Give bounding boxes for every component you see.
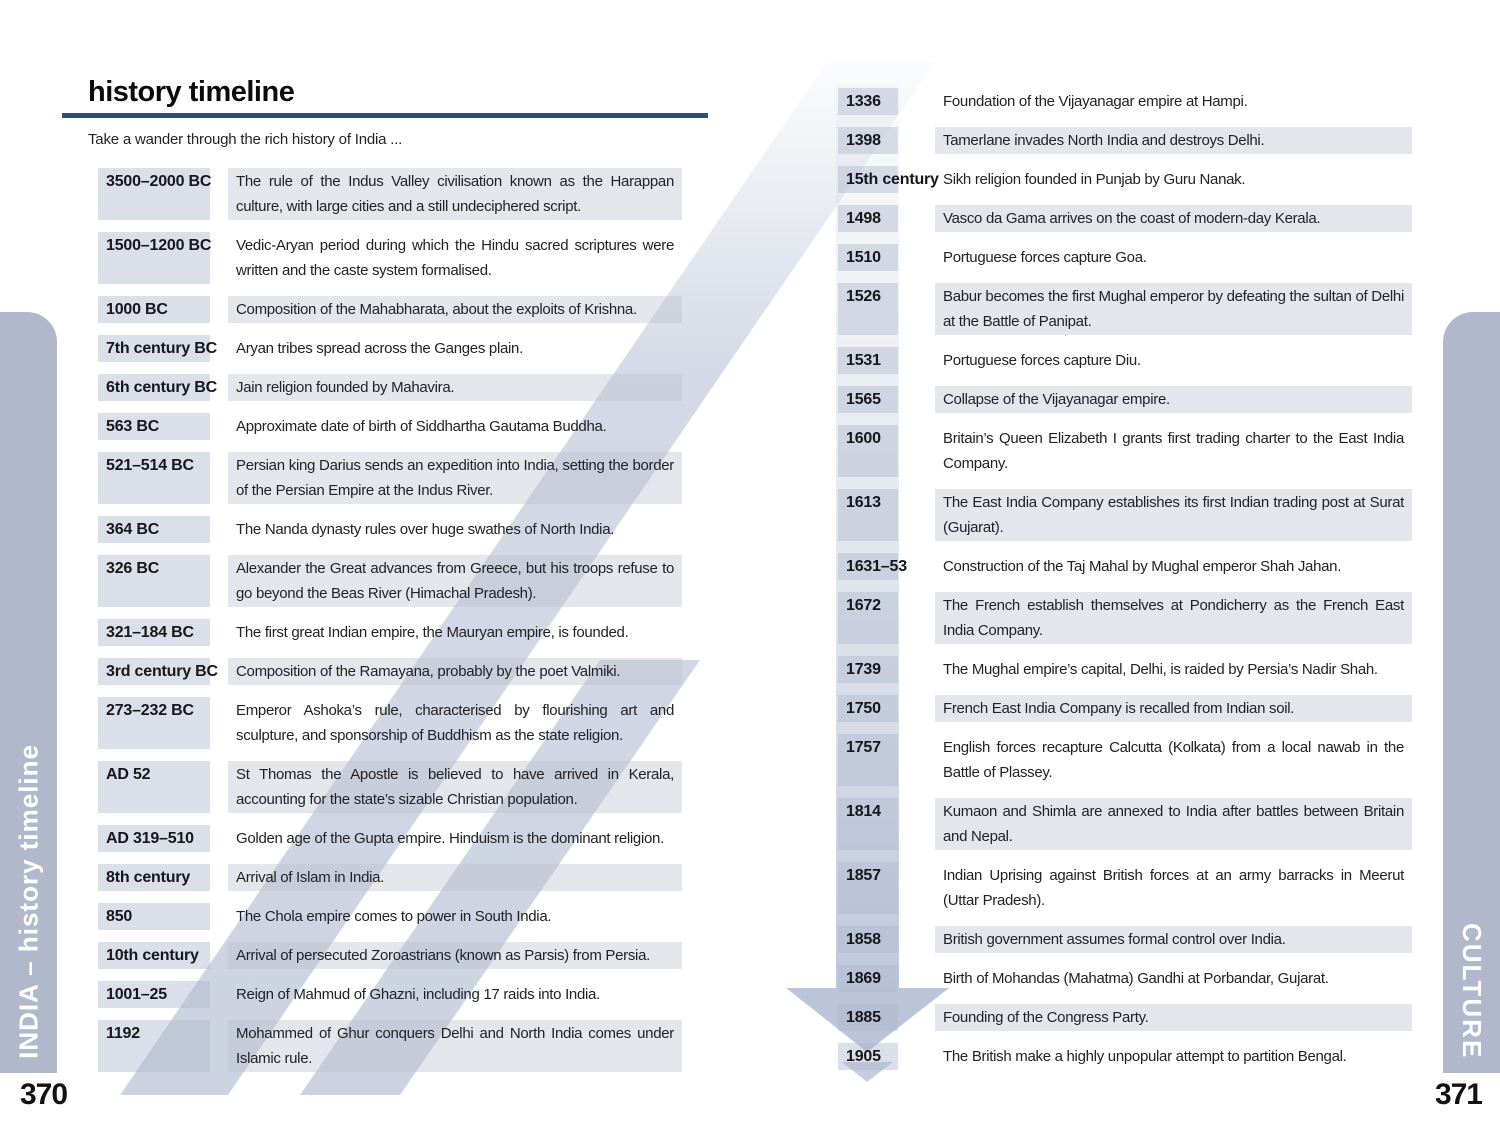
description-cell: Arrival of Islam in India. xyxy=(228,864,682,891)
timeline-row xyxy=(98,516,682,543)
date-cell: 1600 xyxy=(838,425,898,477)
timeline-row xyxy=(838,205,1412,232)
timeline-row xyxy=(838,489,1412,541)
timeline-row xyxy=(838,553,1412,580)
date-cell: 1510 xyxy=(838,244,898,271)
description-cell: Sikh religion founded in Punjab by Guru Nanak. xyxy=(943,171,1246,188)
date-cell: 563 BC xyxy=(98,413,210,440)
date-cell: 1498 xyxy=(838,205,898,232)
description-cell: Vedic-Aryan period during which the Hindu sacred scriptures were written and the caste system formalised. xyxy=(236,237,674,279)
date-cell: 1526 xyxy=(838,283,898,335)
date-cell: 1739 xyxy=(838,656,898,683)
date-cell: 3rd century BC xyxy=(98,658,210,685)
timeline-row xyxy=(98,555,682,607)
description-cell: The Nanda dynasty rules over huge swathes of North India. xyxy=(236,521,615,538)
date-cell: 10th century xyxy=(98,942,210,969)
description-cell: English forces recapture Calcutta (Kolkata) from a local nawab in the Battle of Plassey. xyxy=(943,739,1404,781)
date-cell: 1336 xyxy=(838,88,898,115)
timeline-row xyxy=(838,386,1412,413)
description-cell: French East India Company is recalled from Indian soil. xyxy=(935,695,1412,722)
description-cell: Mohammed of Ghur conquers Delhi and North India comes under Islamic rule. xyxy=(228,1020,682,1072)
timeline-row xyxy=(98,296,682,323)
description-cell: The Chola empire comes to power in South India. xyxy=(236,908,552,925)
date-cell: 8th century xyxy=(98,864,210,891)
date-cell: 521–514 BC xyxy=(98,452,210,504)
description-cell: Birth of Mohandas (Mahatma) Gandhi at Porbandar, Gujarat. xyxy=(943,970,1329,987)
timeline-row xyxy=(838,347,1412,374)
timeline-row xyxy=(98,864,682,891)
description-cell: Golden age of the Gupta empire. Hinduism is the dominant religion. xyxy=(236,830,664,847)
timeline-row xyxy=(838,656,1412,683)
sidebar-tab-chapter-label: INDIA – history timeline xyxy=(13,744,43,1059)
description-cell: The French establish themselves at Pondicherry as the French East India Company. xyxy=(935,592,1412,644)
description-cell: Britain’s Queen Elizabeth I grants first trading charter to the East India Company. xyxy=(943,430,1404,472)
timeline-row xyxy=(98,981,682,1008)
date-cell: 1000 BC xyxy=(98,296,210,323)
date-cell: 1613 xyxy=(838,489,898,541)
description-cell: Collapse of the Vijayanagar empire. xyxy=(935,386,1412,413)
description-cell: Composition of the Ramayana, probably by the poet Valmiki. xyxy=(228,658,682,685)
page-title: history timeline xyxy=(88,76,295,108)
page-number-right: 371 xyxy=(1434,1078,1482,1111)
timeline-row xyxy=(98,658,682,685)
description-cell: Composition of the Mahabharata, about the exploits of Krishna. xyxy=(228,296,682,323)
timeline-row xyxy=(98,168,682,220)
description-cell: Founding of the Congress Party. xyxy=(935,1004,1412,1031)
timeline-row xyxy=(98,825,682,852)
description-cell: The East India Company establishes its first Indian trading post at Surat (Gujarat). xyxy=(935,489,1412,541)
timeline-row xyxy=(98,619,682,646)
description-cell: Arrival of persecuted Zoroastrians (known as Parsis) from Persia. xyxy=(228,942,682,969)
timeline-table-right xyxy=(838,88,1412,1070)
timeline-table-left xyxy=(98,168,682,1072)
timeline-row xyxy=(98,413,682,440)
date-cell: 1858 xyxy=(838,926,898,953)
date-cell: 1500–1200 BC xyxy=(98,232,210,284)
timeline-row xyxy=(838,965,1412,992)
date-cell: 1672 xyxy=(838,592,898,644)
description-cell: Kumaon and Shimla are annexed to India after battles between Britain and Nepal. xyxy=(935,798,1412,850)
description-cell: The first great Indian empire, the Mauryan empire, is founded. xyxy=(236,624,629,641)
title-rule xyxy=(62,113,708,118)
timeline-row xyxy=(838,127,1412,154)
date-cell: 326 BC xyxy=(98,555,210,607)
page-number-left: 370 xyxy=(20,1078,68,1111)
description-cell: The British make a highly unpopular attempt to partition Bengal. xyxy=(943,1048,1347,1065)
timeline-row xyxy=(98,1020,682,1072)
description-cell: Babur becomes the first Mughal emperor by defeating the sultan of Delhi at the Battle of Panipat. xyxy=(935,283,1412,335)
description-cell: Foundation of the Vijayanagar empire at Hampi. xyxy=(943,93,1248,110)
description-cell: Jain religion founded by Mahavira. xyxy=(228,374,682,401)
description-cell: The rule of the Indus Valley civilisation known as the Harappan culture, with large cities and a still undeciphered script. xyxy=(228,168,682,220)
description-cell: Reign of Mahmud of Ghazni, including 17 raids into India. xyxy=(236,986,600,1003)
page-subtitle: Take a wander through the rich history of India ... xyxy=(88,131,403,148)
date-cell: 6th century BC xyxy=(98,374,210,401)
page-right xyxy=(750,0,1500,1129)
date-cell: 1869 xyxy=(838,965,898,992)
date-cell: 1001–25 xyxy=(98,981,210,1008)
timeline-row xyxy=(838,1043,1412,1070)
timeline-row xyxy=(838,1004,1412,1031)
timeline-row xyxy=(838,244,1412,271)
date-cell: 850 xyxy=(98,903,210,930)
description-cell: Aryan tribes spread across the Ganges plain. xyxy=(236,340,523,357)
timeline-row xyxy=(838,283,1412,335)
timeline-row xyxy=(98,761,682,813)
description-cell: Alexander the Great advances from Greece, but his troops refuse to go beyond the Beas River (Himachal Pradesh). xyxy=(228,555,682,607)
date-cell: 1857 xyxy=(838,862,898,914)
date-cell: AD 52 xyxy=(98,761,210,813)
timeline-row xyxy=(98,452,682,504)
description-cell: Construction of the Taj Mahal by Mughal emperor Shah Jahan. xyxy=(943,558,1342,575)
date-cell: 1885 xyxy=(838,1004,898,1031)
date-cell: 1757 xyxy=(838,734,898,786)
timeline-row xyxy=(838,166,1412,193)
sidebar-tab-chapter xyxy=(0,312,57,1073)
date-cell: 321–184 BC xyxy=(98,619,210,646)
date-cell: 1192 xyxy=(98,1020,210,1072)
timeline-row xyxy=(98,903,682,930)
date-cell: 364 BC xyxy=(98,516,210,543)
sidebar-tab-section-label: CULTURE xyxy=(1457,922,1487,1059)
description-cell: Portuguese forces capture Goa. xyxy=(943,249,1147,266)
date-cell: 7th century BC xyxy=(98,335,210,362)
timeline-row xyxy=(838,862,1412,914)
timeline-row xyxy=(838,425,1412,477)
description-cell: Indian Uprising against British forces at an army barracks in Meerut (Uttar Pradesh). xyxy=(943,867,1404,909)
timeline-row xyxy=(838,926,1412,953)
date-cell: 1905 xyxy=(838,1043,898,1070)
date-cell: AD 319–510 xyxy=(98,825,210,852)
timeline-row xyxy=(838,592,1412,644)
description-cell: St Thomas the Apostle is believed to have arrived in Kerala, accounting for the state’s sizable Christian population. xyxy=(228,761,682,813)
description-cell: Vasco da Gama arrives on the coast of modern-day Kerala. xyxy=(935,205,1412,232)
date-cell: 1531 xyxy=(838,347,898,374)
date-cell: 1814 xyxy=(838,798,898,850)
description-cell: Persian king Darius sends an expedition into India, setting the border of the Persian Empire at the Indus River. xyxy=(228,452,682,504)
description-cell: Approximate date of birth of Siddhartha Gautama Buddha. xyxy=(236,418,607,435)
timeline-row xyxy=(98,232,682,284)
timeline-row xyxy=(838,88,1412,115)
description-cell: Portuguese forces capture Diu. xyxy=(943,352,1141,369)
sidebar-tab-section xyxy=(1443,312,1500,1073)
description-cell: Emperor Ashoka’s rule, characterised by flourishing art and sculpture, and sponsorship of Buddhism as the state religion. xyxy=(236,702,674,744)
description-cell: Tamerlane invades North India and destroys Delhi. xyxy=(935,127,1412,154)
timeline-row xyxy=(98,942,682,969)
date-cell: 1398 xyxy=(838,127,898,154)
timeline-row xyxy=(838,695,1412,722)
description-cell: The Mughal empire’s capital, Delhi, is raided by Persia’s Nadir Shah. xyxy=(943,661,1378,678)
timeline-row xyxy=(98,697,682,749)
description-cell: British government assumes formal control over India. xyxy=(935,926,1412,953)
timeline-row xyxy=(98,335,682,362)
date-cell: 3500–2000 BC xyxy=(98,168,210,220)
date-cell: 1631–53 xyxy=(838,553,898,580)
timeline-row xyxy=(98,374,682,401)
timeline-row xyxy=(838,798,1412,850)
date-cell: 1565 xyxy=(838,386,898,413)
date-cell: 273–232 BC xyxy=(98,697,210,749)
date-cell: 1750 xyxy=(838,695,898,722)
timeline-row xyxy=(838,734,1412,786)
date-cell: 15th century xyxy=(838,166,898,193)
